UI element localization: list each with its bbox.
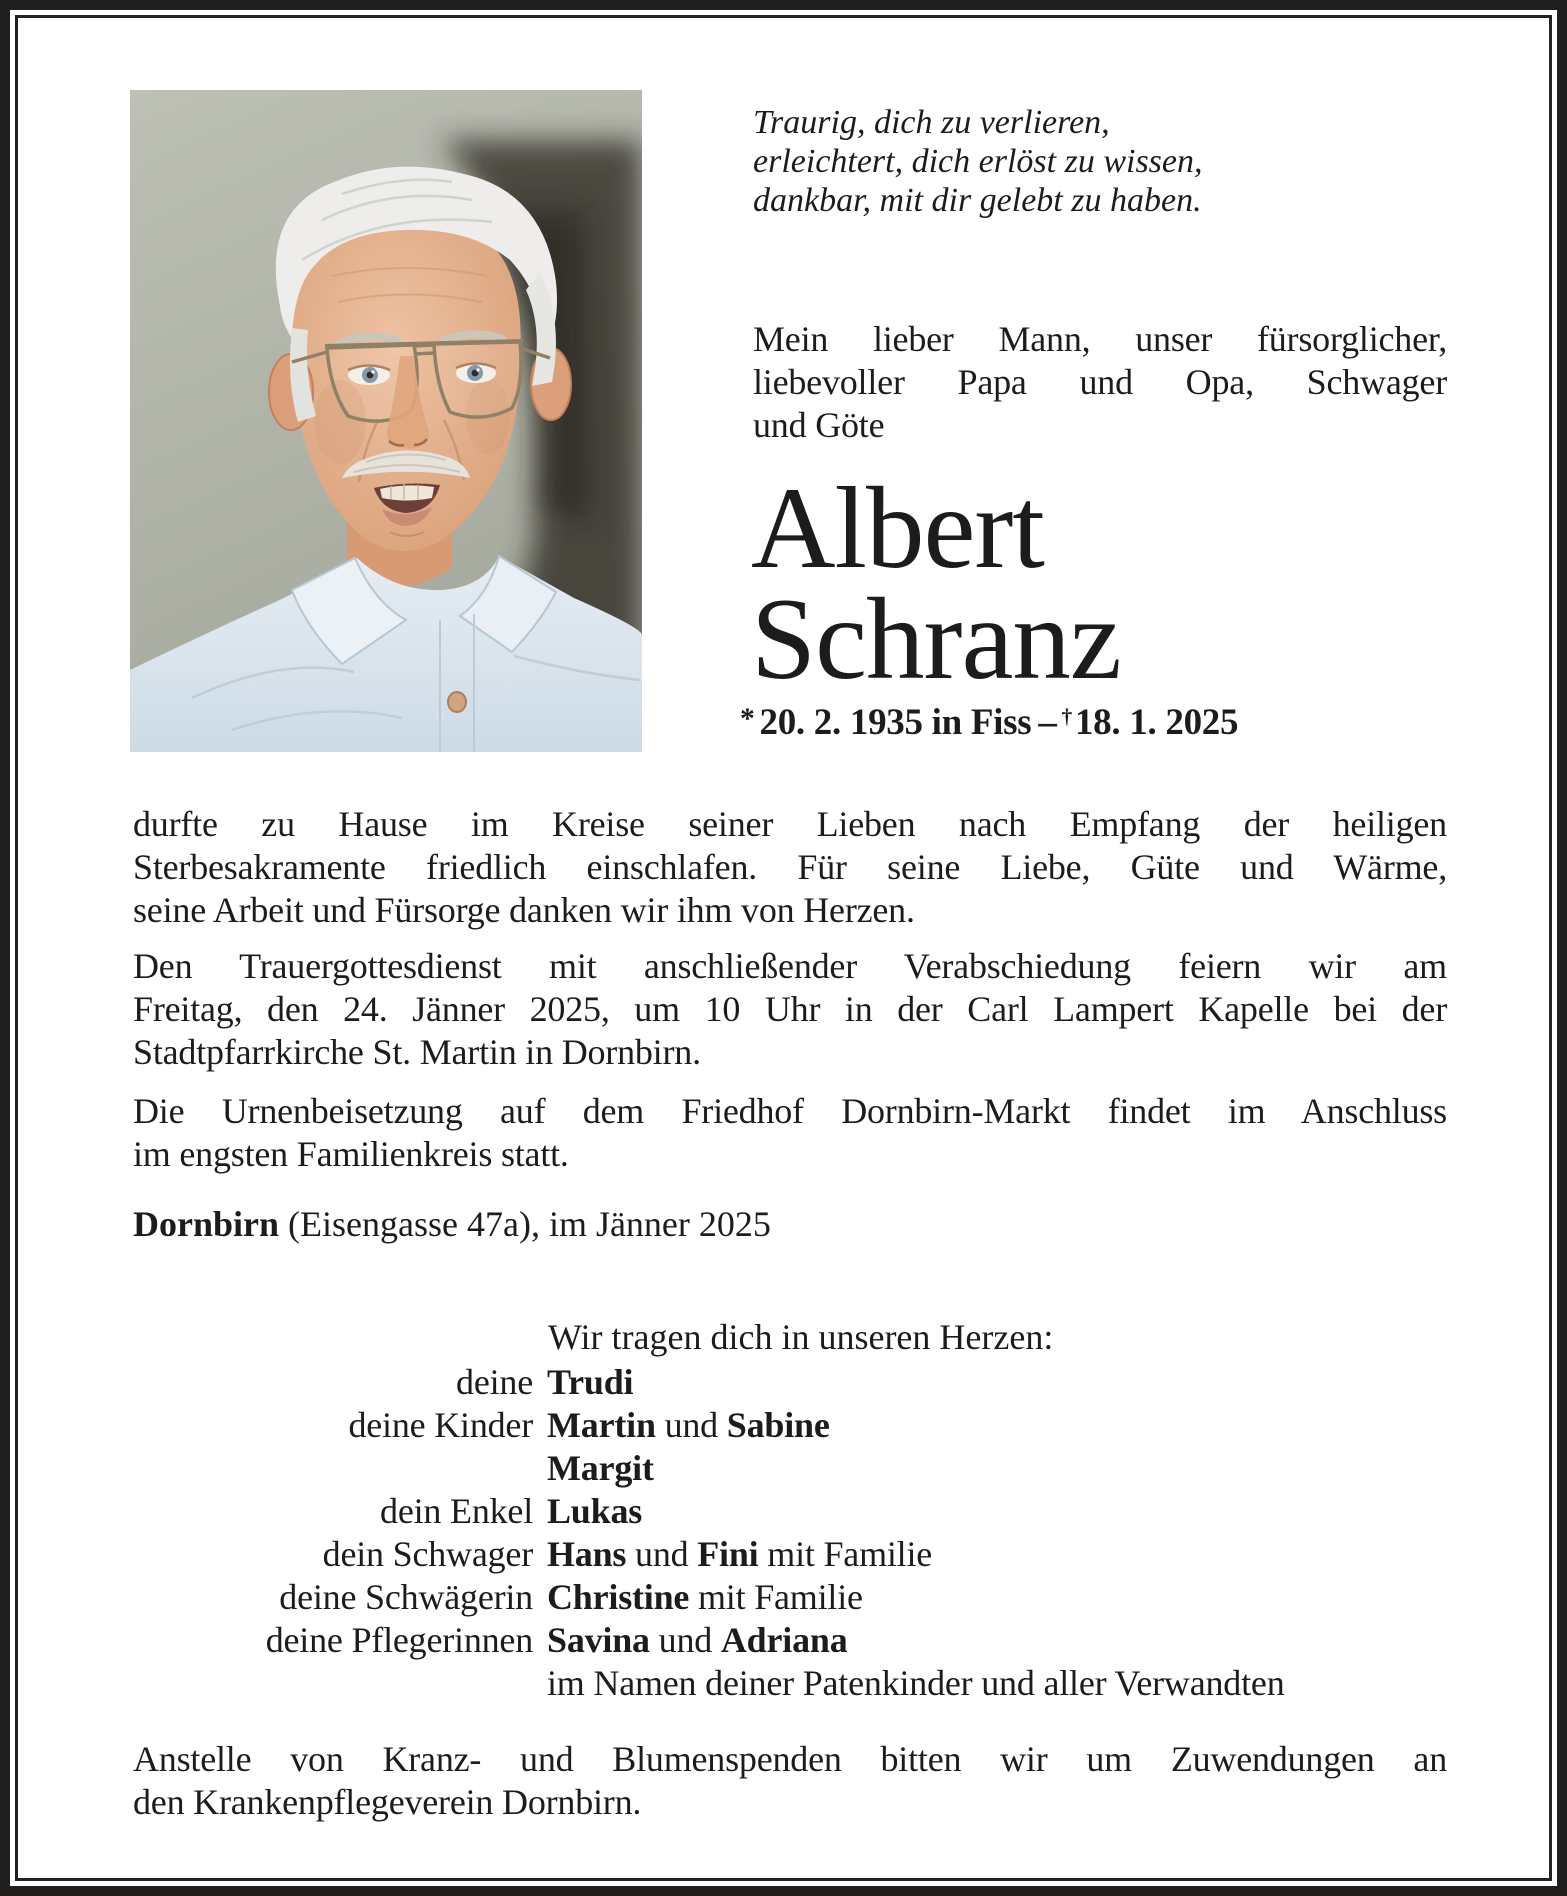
family-names: Christine mit Familie (547, 1577, 863, 1617)
death-date: 18. 1. 2025 (1074, 702, 1239, 743)
portrait-photo (130, 90, 642, 752)
paragraph-line: durfte zu Hause im Kreise seiner Lieben nach Empfang der heiligen (133, 804, 1447, 844)
family-relation-label: deine Schwägerin (279, 1577, 533, 1617)
place-date-rest: (Eisengasse 47a), im Jänner 2025 (279, 1204, 771, 1244)
paragraph-burial (133, 1090, 1447, 1176)
family-row (133, 1533, 1525, 1576)
family-relation-label: dein Schwager (322, 1534, 533, 1574)
paragraph-line: Die Urnenbeisetzung auf dem Friedhof Dornbirn-Markt findet im Anschluss (133, 1091, 1447, 1131)
paragraph-service (133, 945, 1447, 1074)
paper-sheet (10, 10, 1557, 1886)
family-relation-label: dein Enkel (380, 1491, 533, 1531)
family-names: Savina und Adriana (547, 1620, 848, 1660)
intro-text (753, 318, 1447, 447)
family-row (133, 1361, 1525, 1404)
paragraph-line: im engsten Familienkreis statt. (133, 1134, 569, 1174)
intro-line: Mein lieber Mann, unser fürsorglicher, (753, 319, 1447, 359)
portrait-photo-illustration (130, 90, 642, 752)
family-row (133, 1619, 1525, 1662)
epigraph-line: dankbar, mit dir gelebt zu haben. (753, 182, 1202, 219)
city-name: Dornbirn (133, 1204, 280, 1244)
place-date-line (133, 1203, 771, 1246)
family-relation-label (133, 1447, 533, 1490)
family-row (133, 1490, 1525, 1533)
family-row (133, 1576, 1525, 1619)
epigraph-line: Traurig, dich zu verlieren, (753, 104, 1110, 141)
epigraph (753, 103, 1453, 220)
deceased-last-name: Schranz (751, 575, 1121, 704)
family-row (133, 1404, 1525, 1447)
epigraph-line: erleichtert, dich erlöst zu wissen, (753, 143, 1203, 180)
donation-line: Anstelle von Kranz- und Blumenspenden bitten wir um Zuwendungen an (133, 1739, 1447, 1779)
family-row (133, 1447, 1525, 1490)
family-names: im Namen deiner Patenkinder und aller Verwandten (547, 1663, 1285, 1703)
intro-line: liebevoller Papa und Opa, Schwager (753, 362, 1447, 402)
family-row (133, 1662, 1525, 1705)
deceased-first-name: Albert (751, 464, 1044, 593)
family-names: Trudi (547, 1362, 634, 1402)
farewell-heading: Wir tragen dich in unseren Herzen: (548, 1317, 1054, 1357)
family-relation-label: deine Kinder (348, 1405, 533, 1445)
paragraph-line: Den Trauergottesdienst mit anschließender Verabschiedung feiern wir am (133, 946, 1447, 986)
death-symbol: † (1061, 704, 1072, 729)
paragraph-line: Stadtpfarrkirche St. Martin in Dornbirn. (133, 1032, 701, 1072)
family-relation-label: deine Pflegerinnen (265, 1620, 533, 1660)
birth-date: 20. 2. 1935 in Fiss (759, 702, 1032, 743)
dates-separator: – (1038, 702, 1057, 743)
family-relation-label (133, 1662, 533, 1705)
donation-line: den Krankenpflegeverein Dornbirn. (133, 1782, 642, 1822)
family-list (133, 1361, 1525, 1705)
family-names: Martin und Sabine (547, 1405, 830, 1445)
family-relation-label: deine (456, 1362, 533, 1402)
donation-note (133, 1738, 1447, 1824)
paragraph-line: Freitag, den 24. Jänner 2025, um 10 Uhr in der Carl Lampert Kapelle bei der (133, 989, 1447, 1029)
paragraph-line: Sterbesakramente friedlich einschlafen. Für seine Liebe, Güte und Wärme, (133, 847, 1447, 887)
life-dates (740, 701, 1238, 744)
paragraph-line: seine Arbeit und Fürsorge danken wir ihm von Herzen. (133, 890, 915, 930)
intro-line: und Göte (753, 405, 885, 445)
family-names: Margit (547, 1448, 654, 1488)
birth-symbol: * (740, 702, 755, 735)
deceased-name (751, 464, 1121, 704)
family-names: Lukas (547, 1491, 643, 1531)
family-names: Hans und Fini mit Familie (547, 1534, 933, 1574)
paragraph-passing (133, 803, 1447, 932)
